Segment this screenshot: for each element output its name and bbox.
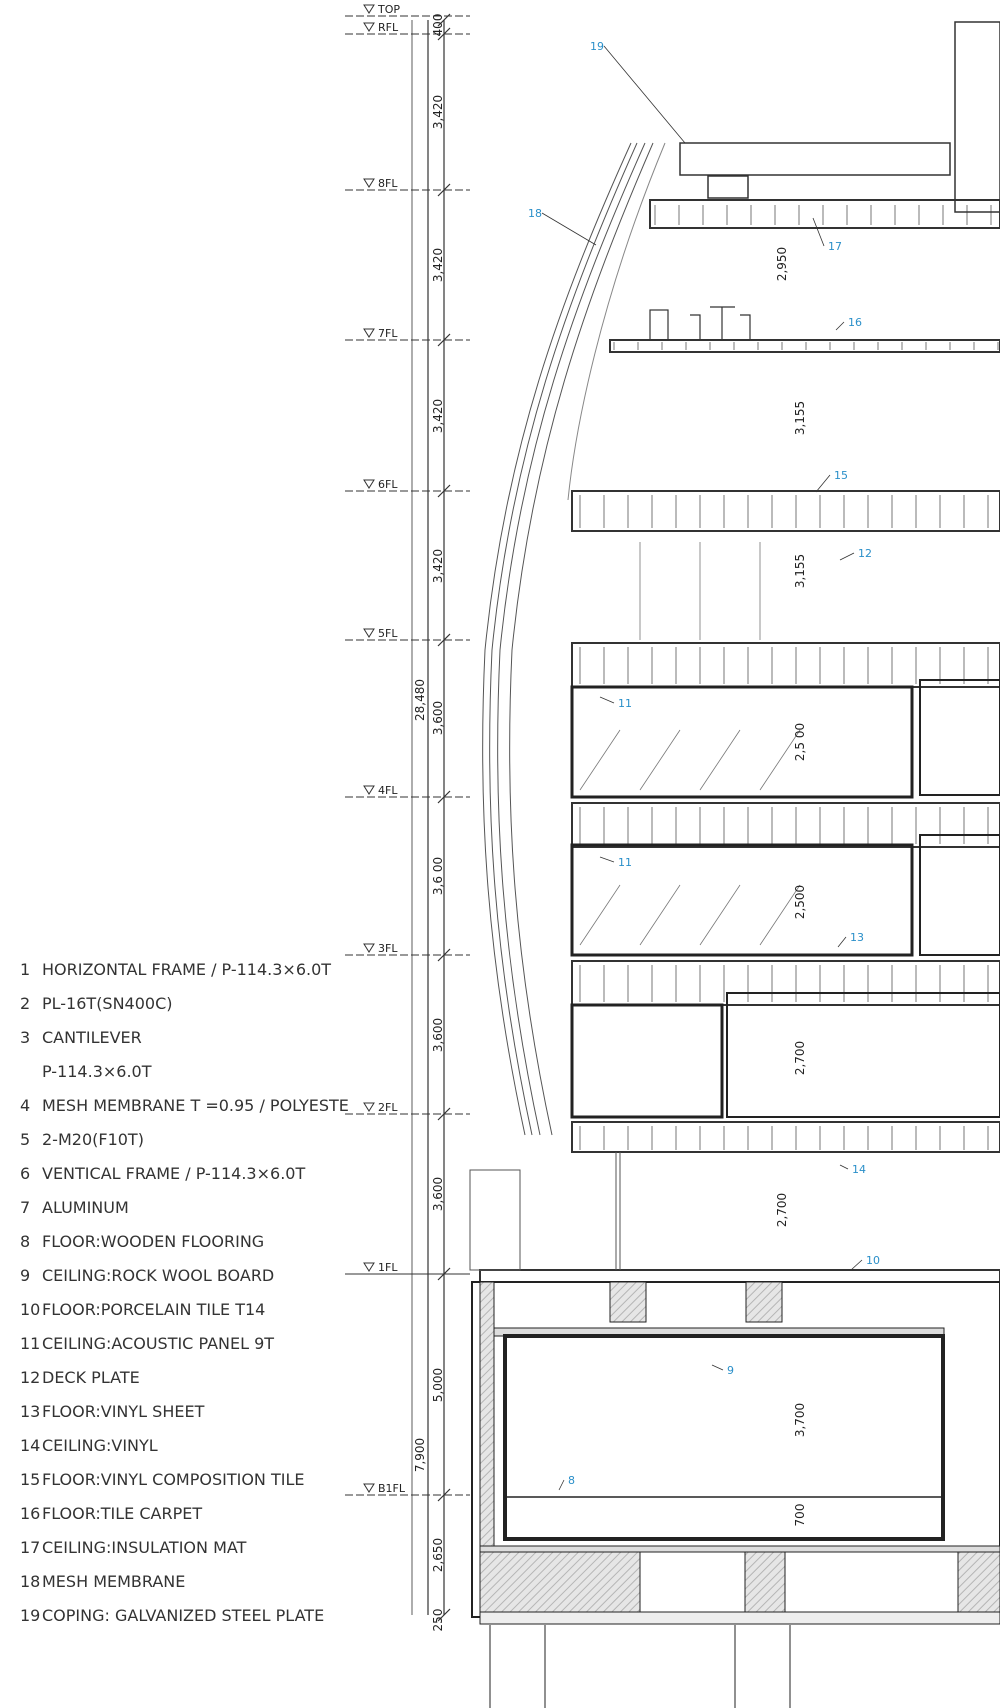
legend-item [20, 1504, 350, 1538]
cafe-furniture [650, 307, 750, 340]
slab-4fl [572, 803, 1000, 847]
legend-number: 2 [20, 994, 31, 1013]
basement-structure [472, 1282, 1000, 1708]
legend-item [20, 1198, 350, 1232]
legend-text: FLOOR:VINYL SHEET [42, 1402, 205, 1421]
story-height-dim: 2,650 [431, 1537, 445, 1573]
legend-item [20, 994, 350, 1028]
legend-text: FLOOR:VINYL COMPOSITION TILE [42, 1470, 305, 1489]
legend-number: 9 [20, 1266, 31, 1285]
dimension-chain [412, 14, 450, 1632]
level-triangle-icon [364, 944, 374, 952]
legend-number: 11 [20, 1334, 41, 1353]
callout-leader [838, 937, 846, 947]
legend-item [20, 1062, 350, 1096]
legend-item [20, 1028, 350, 1062]
level-label: RFL [378, 21, 399, 34]
callout-leader [604, 46, 685, 143]
level-triangle-icon [364, 1484, 374, 1492]
legend-item [20, 1470, 350, 1504]
rooftop-parapet [680, 22, 1000, 212]
legend-item [20, 1232, 350, 1266]
level-label: 3FL [378, 942, 398, 955]
floor-slabs [480, 200, 1000, 1282]
legend-number: 10 [20, 1300, 41, 1319]
level-triangle-icon [364, 1263, 374, 1271]
legend-text: HORIZONTAL FRAME / P-114.3×6.0T [42, 960, 332, 979]
legend-number: 13 [20, 1402, 41, 1421]
legend-item [20, 1300, 350, 1334]
clear-height-dim: 2,500 [793, 884, 807, 920]
callout-number: 9 [727, 1364, 734, 1377]
dim-overall-above: 28,480 [413, 679, 427, 721]
level-label: 7FL [378, 327, 398, 340]
level-label: 6FL [378, 478, 398, 491]
clear-height-dim: 2,5 00 [793, 722, 807, 762]
legend-number: 19 [20, 1606, 41, 1625]
legend-number: 5 [20, 1130, 31, 1149]
legend-number: 14 [20, 1436, 41, 1455]
clear-height-dim: 700 [793, 1503, 807, 1527]
callout-number: 10 [866, 1254, 880, 1267]
legend-item [20, 1164, 350, 1198]
legend-number: 7 [20, 1198, 31, 1217]
story-height-dim: 3,6 00 [431, 856, 445, 896]
legend-text: COPING: GALVANIZED STEEL PLATE [42, 1606, 325, 1625]
legend-number: 16 [20, 1504, 41, 1523]
callout-number: 18 [528, 207, 542, 220]
level-label: B1FL [378, 1482, 406, 1495]
legend-item [20, 1096, 350, 1130]
legend-text: CEILING:VINYL [42, 1436, 158, 1455]
callout-number: 13 [850, 931, 864, 944]
legend-text: CEILING:ACOUSTIC PANEL 9T [42, 1334, 275, 1353]
story-height-dim: 3,600 [431, 1017, 445, 1053]
level-triangle-icon [364, 786, 374, 794]
callout-number: 16 [848, 316, 862, 329]
story-height-dim: 3,600 [431, 700, 445, 736]
legend-item [20, 1538, 350, 1572]
slab-6fl [572, 491, 1000, 531]
glazing-panels [580, 542, 800, 945]
callout-number: 19 [590, 40, 604, 53]
legend-text: PL-16T(SN400C) [42, 994, 173, 1013]
clear-height-dim: 2,700 [793, 1040, 807, 1076]
legend-item [20, 1572, 350, 1606]
level-label: 2FL [378, 1101, 398, 1114]
legend-number: 15 [20, 1470, 41, 1489]
level-label: 4FL [378, 784, 398, 797]
slab-7fl [610, 340, 1000, 352]
level-label: TOP [378, 3, 401, 16]
callout-number: 11 [618, 856, 632, 869]
level-label: 1FL [378, 1261, 398, 1274]
legend-text: FLOOR:WOODEN FLOORING [42, 1232, 265, 1251]
legend-number: 4 [20, 1096, 31, 1115]
legend-item [20, 1368, 350, 1402]
callout-leader [836, 322, 844, 330]
slab-3fl [572, 961, 1000, 1005]
dim-overall-below: 7,900 [413, 1437, 427, 1473]
callout-leader [840, 553, 854, 560]
level-label: 8FL [378, 177, 398, 190]
clear-height-dim: 2,700 [775, 1192, 789, 1228]
legend-number: 3 [20, 1028, 31, 1047]
callout-leader [840, 1165, 848, 1169]
story-height-dim: 5,000 [431, 1367, 445, 1403]
legend-text: CEILING:ROCK WOOL BOARD [42, 1266, 275, 1285]
callout-number: 15 [834, 469, 848, 482]
story-height-dim: 400 [431, 13, 445, 37]
level-markers [345, 3, 470, 1495]
callout-leader [542, 213, 596, 245]
level-triangle-icon [364, 5, 374, 13]
callout-number: 11 [618, 697, 632, 710]
clear-height-dim: 2,950 [775, 246, 789, 282]
legend-item [20, 1436, 350, 1470]
level-triangle-icon [364, 1103, 374, 1111]
callout-number: 12 [858, 547, 872, 560]
callout-number: 17 [828, 240, 842, 253]
story-height-dim: 3,600 [431, 1176, 445, 1212]
level-triangle-icon [364, 179, 374, 187]
clear-height-dim: 3,700 [793, 1402, 807, 1438]
level-label: 5FL [378, 627, 398, 640]
legend-text: CEILING:INSULATION MAT [42, 1538, 247, 1557]
legend-text: FLOOR:PORCELAIN TILE T14 [42, 1300, 266, 1319]
legend-text: FLOOR:TILE CARPET [42, 1504, 203, 1523]
legend-text: DECK PLATE [42, 1368, 140, 1387]
legend-item [20, 1130, 350, 1164]
legend-number: 8 [20, 1232, 31, 1251]
callout-leader [600, 697, 614, 703]
callout-leader [559, 1480, 564, 1490]
level-triangle-icon [364, 480, 374, 488]
level-triangle-icon [364, 329, 374, 337]
level-triangle-icon [364, 629, 374, 637]
legend-item [20, 1402, 350, 1436]
legend-number: 17 [20, 1538, 41, 1557]
callout-leader [600, 857, 614, 862]
legend-text: VENTICAL FRAME / P-114.3×6.0T [42, 1164, 306, 1183]
legend-item [20, 1266, 350, 1300]
entrance-canopy [470, 1152, 620, 1270]
story-height-dim: 3,420 [431, 548, 445, 584]
slab-1fl [480, 1270, 1000, 1282]
legend-text: 2-M20(F10T) [42, 1130, 144, 1149]
legend-number: 18 [20, 1572, 41, 1591]
slab-2fl [572, 1122, 1000, 1152]
clear-height-dim: 3,155 [793, 553, 807, 589]
legend-number: 1 [20, 960, 31, 979]
legend-text: ALUMINUM [42, 1198, 129, 1217]
legend-number: 12 [20, 1368, 41, 1387]
callout-number: 14 [852, 1163, 866, 1176]
legend-item [20, 1606, 350, 1640]
callout-leader [851, 1260, 862, 1270]
callout-number: 8 [568, 1474, 575, 1487]
legend-number: 6 [20, 1164, 31, 1183]
story-height-dim: 3,420 [431, 398, 445, 434]
ceiling-boxes [572, 680, 1000, 1117]
story-height-dim: 3,420 [431, 94, 445, 130]
legend-item [20, 960, 350, 994]
level-triangle-icon [364, 23, 374, 31]
story-height-dim: 3,420 [431, 247, 445, 283]
legend-text: P-114.3×6.0T [42, 1062, 152, 1081]
slab-8fl [650, 200, 1000, 228]
legend-item [20, 1334, 350, 1368]
callout-leader [816, 475, 830, 492]
materials-legend [20, 960, 350, 1640]
callout-leader [712, 1365, 723, 1370]
clear-height-dim: 3,155 [793, 400, 807, 436]
legend-text: MESH MEMBRANE [42, 1572, 186, 1591]
legend-text: CANTILEVER [42, 1028, 142, 1047]
story-height-dim: 250 [431, 1608, 445, 1632]
legend-text: MESH MEMBRANE T =0.95 / POLYESTE [42, 1096, 349, 1115]
